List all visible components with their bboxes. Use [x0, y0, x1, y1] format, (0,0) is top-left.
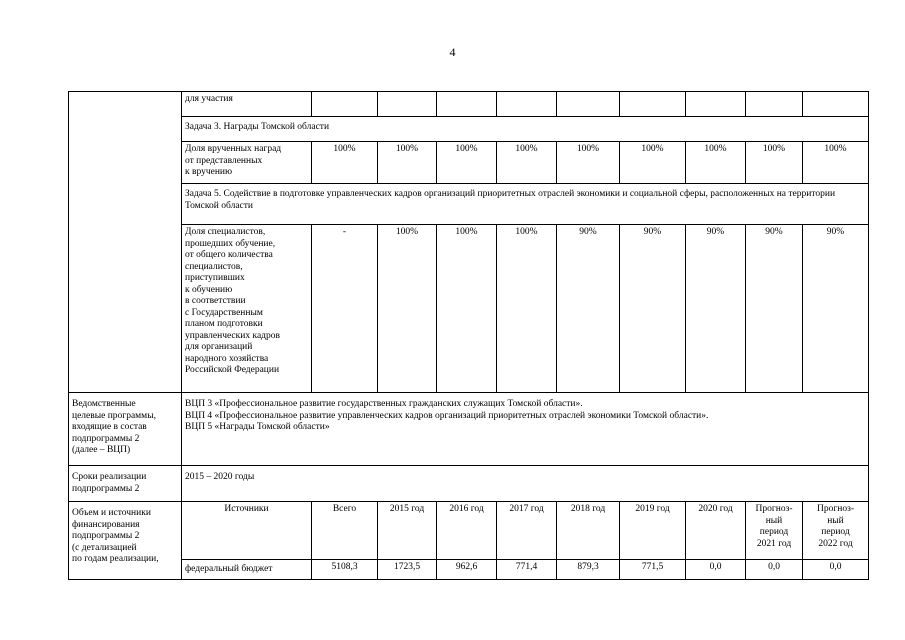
table-row	[69, 184, 869, 225]
funding-value-cell: 0,0	[746, 560, 803, 580]
value-cell: 100%	[437, 142, 497, 184]
training-indicator-name: Доля специалистов, прошедших обучение, от общего количества специалистов, приступивших к обучению в соответствии с Государственным планом подготовки управленческих кадров для организаций народного хозяйства Российской Федерации	[182, 225, 312, 393]
table-row	[69, 225, 869, 393]
table-row	[69, 466, 869, 502]
table-row	[69, 117, 869, 142]
funding-header-cell: Всего	[312, 502, 378, 560]
value-cell: 100%	[378, 225, 437, 393]
funding-header-cell: Источники	[182, 502, 312, 560]
table-row	[69, 393, 869, 466]
value-cell: 100%	[497, 142, 557, 184]
value-cell: 100%	[437, 225, 497, 393]
funding-value-cell: 0,0	[803, 560, 869, 580]
value-cell: 100%	[803, 142, 869, 184]
funding-value-cell: 5108,3	[312, 560, 378, 580]
indicator-tail: для участия	[182, 92, 312, 117]
funding-header-cell: 2015 год	[378, 502, 437, 560]
value-cell: 100%	[497, 225, 557, 393]
value-cell: 90%	[686, 225, 746, 393]
funding-header-cell: 2020 год	[686, 502, 746, 560]
value-cell: 100%	[312, 142, 378, 184]
funding-value-cell: 0,0	[686, 560, 746, 580]
task5-title: Задача 5. Содействие в подготовке управленческих кадров организаций приоритетных отраслей экономики и социальной сферы, расположенных на территории Томской области	[182, 184, 869, 225]
funding-header-cell: 2016 год	[437, 502, 497, 560]
value-cell: 90%	[746, 225, 803, 393]
value-cell: 100%	[378, 142, 437, 184]
value-cell: 100%	[686, 142, 746, 184]
funding-value-cell: 1723,5	[378, 560, 437, 580]
vcp-text: ВЦП 3 «Профессиональное развитие государственных гражданских служащих Томской области». ВЦП 4 «Профессиональное развитие управленческих кадров организаций приоритетных отраслей экономики Томской области». ВЦП 5 «Награды Томской области»	[182, 393, 869, 466]
table-row	[69, 560, 869, 580]
funding-label: Объем и источники финансирования подпрограммы 2 (с детализацией по годам реализации,	[69, 502, 182, 580]
page-number: 4	[449, 45, 456, 59]
task3-title: Задача 3. Награды Томской области	[182, 117, 869, 142]
value-cell: 90%	[803, 225, 869, 393]
funding-value-cell: 771,5	[620, 560, 686, 580]
funding-header-cell: 2019 год	[620, 502, 686, 560]
terms-label: Сроки реализации подпрограммы 2	[69, 466, 182, 502]
funding-source-cell: федеральный бюджет	[182, 560, 312, 580]
value-cell: 100%	[557, 142, 620, 184]
table-row	[69, 502, 869, 560]
value-cell: 90%	[620, 225, 686, 393]
funding-header-cell: Прогноз- ный период 2022 год	[803, 502, 869, 560]
table-row	[69, 92, 869, 117]
terms-value: 2015 – 2020 годы	[182, 466, 869, 502]
passport-table	[68, 91, 869, 580]
vcp-label: Ведомственные целевые программы, входящие в состав подпрограммы 2 (далее – ВЦП)	[69, 393, 182, 466]
awards-indicator-name: Доля врученных наград от представленных к вручению	[182, 142, 312, 184]
funding-value-cell: 962,6	[437, 560, 497, 580]
funding-header-cell: Прогноз- ный период 2021 год	[746, 502, 803, 560]
value-cell: -	[312, 225, 378, 393]
empty-left-cell	[69, 92, 182, 393]
funding-header-cell: 2017 год	[497, 502, 557, 560]
value-cell: 100%	[620, 142, 686, 184]
funding-value-cell: 879,3	[557, 560, 620, 580]
table-row	[69, 142, 869, 184]
value-cell: 90%	[557, 225, 620, 393]
value-cell: 100%	[746, 142, 803, 184]
funding-header-cell: 2018 год	[557, 502, 620, 560]
funding-value-cell: 771,4	[497, 560, 557, 580]
